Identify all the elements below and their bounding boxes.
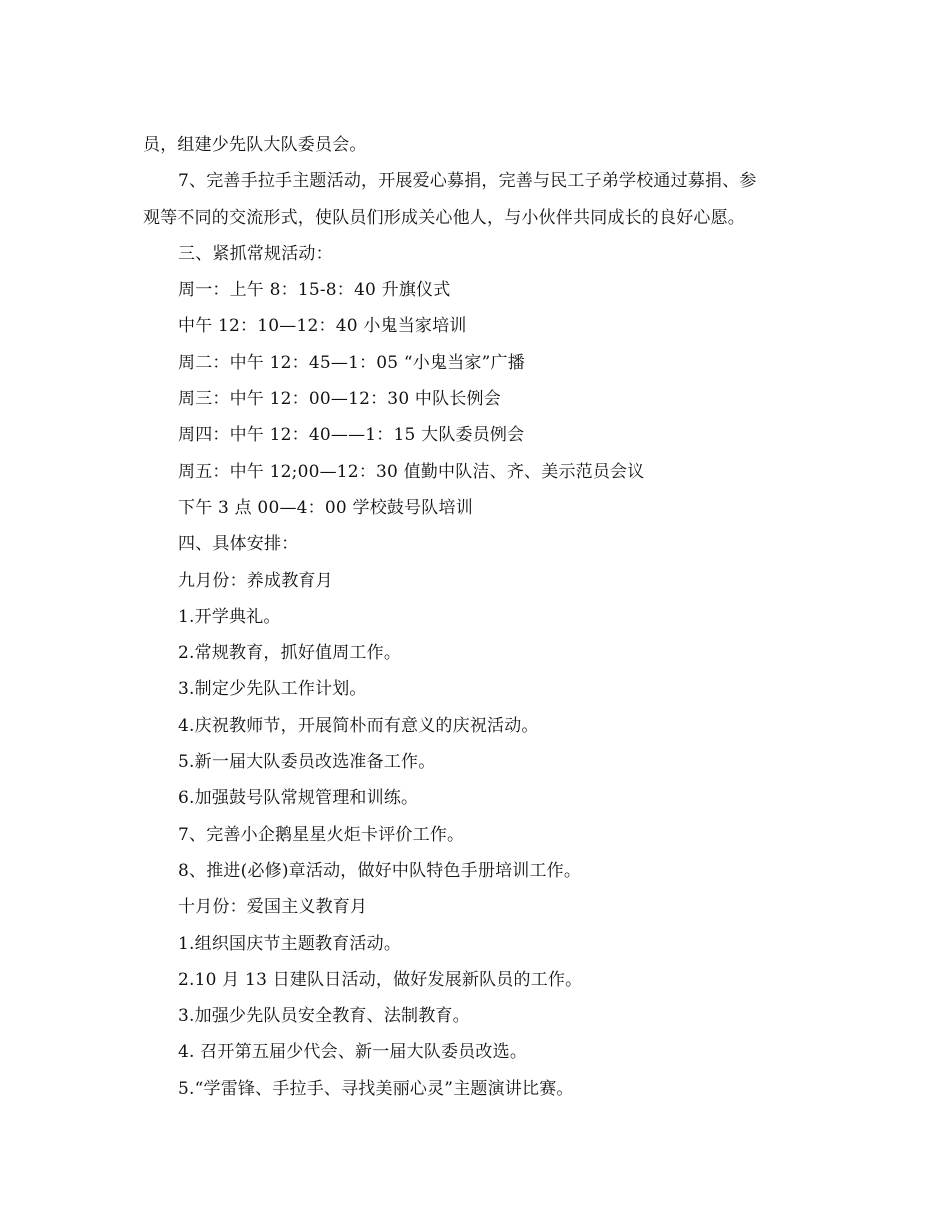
list-item: 5.新一届大队委员改选准备工作。: [178, 752, 436, 773]
list-item: 1.开学典礼。: [178, 606, 281, 627]
section-heading: 三、紧抓常规活动：: [178, 243, 333, 264]
month-heading: 十月份：爱国主义教育月: [178, 897, 368, 918]
list-item: 4. 召开第五届少代会、新一届大队委员改选。: [178, 1042, 528, 1063]
text-line: 员，组建少先队大队委员会。: [143, 135, 367, 155]
list-item: 3.加强少先队员安全教育、法制教育。: [178, 1006, 470, 1027]
schedule-line: 中午 12：10—12：40 小鬼当家培训: [178, 316, 467, 337]
schedule-line: 周一：上午 8：15-8：40 升旗仪式: [178, 280, 451, 301]
schedule-line: 周二：中午 12：45—1：05 “小鬼当家”广播: [178, 352, 525, 373]
list-item: 3.制定少先队工作计划。: [178, 679, 367, 700]
schedule-line: 周五：中午 12;00—12：30 值勤中队洁、齐、美示范员会议: [178, 461, 645, 482]
schedule-line: 下午 3 点 00—4：00 学校鼓号队培训: [178, 497, 473, 518]
text-line: 7、完善手拉手主题活动，开展爱心募捐，完善与民工子弟学校通过募捐、参: [178, 171, 757, 192]
list-item: 2.10 月 13 日建队日活动，做好发展新队员的工作。: [178, 969, 583, 990]
schedule-line: 周三：中午 12：00—12：30 中队长例会: [178, 389, 501, 410]
list-item: 4.庆祝教师节，开展简朴而有意义的庆祝活动。: [178, 715, 539, 736]
section-heading: 四、具体安排：: [178, 534, 299, 555]
list-item: 5.“学雷锋、手拉手、寻找美丽心灵”主题演讲比赛。: [178, 1078, 574, 1099]
schedule-line: 周四：中午 12：40——1：15 大队委员例会: [178, 425, 525, 446]
document-body: [143, 127, 818, 1107]
text-line: 观等不同的交流形式，使队员们形成关心他人，与小伙伴共同成长的良好心愿。: [143, 207, 745, 228]
month-heading: 九月份：养成教育月: [178, 570, 333, 591]
list-item: 1.组织国庆节主题教育活动。: [178, 933, 402, 954]
list-item: 7、完善小企鹅星星火炬卡评价工作。: [178, 824, 465, 845]
list-item: 8、推进(必修)章活动，做好中队特色手册培训工作。: [178, 860, 582, 881]
list-item: 2.常规教育，抓好值周工作。: [178, 643, 402, 664]
list-item: 6.加强鼓号队常规管理和训练。: [178, 788, 419, 809]
